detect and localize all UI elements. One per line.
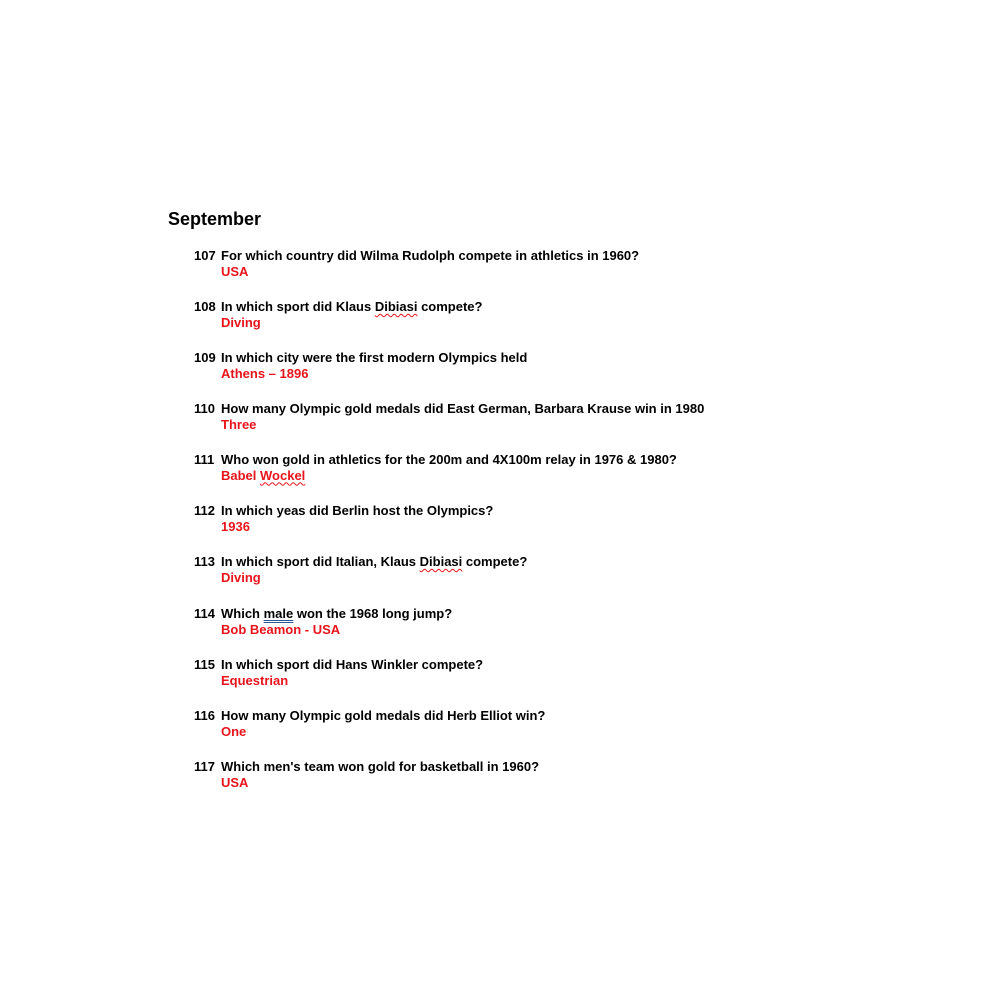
question-line xyxy=(194,350,914,366)
quiz-item xyxy=(194,350,914,401)
quiz-item xyxy=(194,759,914,810)
misspelled-word[interactable]: Dibiasi xyxy=(419,554,463,569)
question-text: How many Olympic gold medals did Herb Elliot win? xyxy=(221,708,546,723)
quiz-item xyxy=(194,503,914,554)
question-number: 110 xyxy=(194,401,215,416)
question-line xyxy=(194,554,914,570)
question-text: compete? xyxy=(462,554,528,569)
question-number: 112 xyxy=(194,503,215,518)
question-text: For which country did Wilma Rudolph compete in athletics in 1960? xyxy=(221,248,640,263)
question-number: 114 xyxy=(194,606,215,621)
quiz-question-list xyxy=(194,248,914,810)
question-text: In which yeas did Berlin host the Olympics? xyxy=(221,503,494,518)
question-text: How many Olympic gold medals did East German, Barbara Krause win in 1980 xyxy=(221,401,705,416)
answer-text: Athens – 1896 xyxy=(221,365,309,381)
question-text: In which sport did Hans Winkler compete? xyxy=(221,657,484,672)
quiz-item xyxy=(194,452,914,503)
question-text: won the 1968 long jump? xyxy=(293,606,453,621)
question-text: compete? xyxy=(417,299,483,314)
quiz-item xyxy=(194,401,914,452)
misspelled-word[interactable]: Dibiasi xyxy=(374,299,418,314)
question-number: 113 xyxy=(194,554,215,569)
answer-text: Equestrian xyxy=(221,672,289,688)
answer-text: One xyxy=(221,723,247,739)
answer-text: Bob Beamon - USA xyxy=(221,621,341,637)
page-heading: September xyxy=(168,209,262,229)
grammar-flagged-word[interactable]: male xyxy=(263,606,294,621)
question-number: 116 xyxy=(194,708,215,723)
question-number: 111 xyxy=(194,452,215,467)
quiz-item xyxy=(194,657,914,708)
answer-text: Diving xyxy=(221,314,261,330)
question-line xyxy=(194,452,914,468)
question-line xyxy=(194,708,914,724)
question-text: Which xyxy=(221,606,264,621)
answer-line xyxy=(221,468,914,484)
misspelled-word[interactable]: Wockel xyxy=(260,467,306,483)
question-line xyxy=(194,606,914,622)
question-line xyxy=(194,401,914,417)
answer-text: USA xyxy=(221,774,249,790)
quiz-item xyxy=(194,248,914,299)
question-text: Which men's team won gold for basketball in 1960? xyxy=(221,759,540,774)
question-line xyxy=(194,759,914,775)
question-number: 107 xyxy=(194,248,216,263)
answer-text: USA xyxy=(221,263,249,279)
quiz-item xyxy=(194,708,914,759)
quiz-item xyxy=(194,606,914,657)
question-text: Who won gold in athletics for the 200m and 4X100m relay in 1976 & 1980? xyxy=(221,452,677,467)
question-line xyxy=(194,248,914,264)
question-text: In which city were the first modern Olympics held xyxy=(221,350,528,365)
answer-text: Diving xyxy=(221,569,261,585)
question-number: 117 xyxy=(194,759,215,774)
quiz-item xyxy=(194,299,914,350)
question-line xyxy=(194,657,914,673)
question-line xyxy=(194,503,914,519)
question-line xyxy=(194,299,914,315)
answer-text: 1936 xyxy=(221,518,250,534)
question-text: In which sport did Klaus xyxy=(221,299,375,314)
question-text: In which sport did Italian, Klaus xyxy=(221,554,420,569)
answer-text: Babel xyxy=(221,467,261,483)
quiz-item xyxy=(194,554,914,606)
question-number: 108 xyxy=(194,299,216,314)
question-number: 109 xyxy=(194,350,216,365)
question-number: 115 xyxy=(194,657,215,672)
answer-text: Three xyxy=(221,416,257,432)
